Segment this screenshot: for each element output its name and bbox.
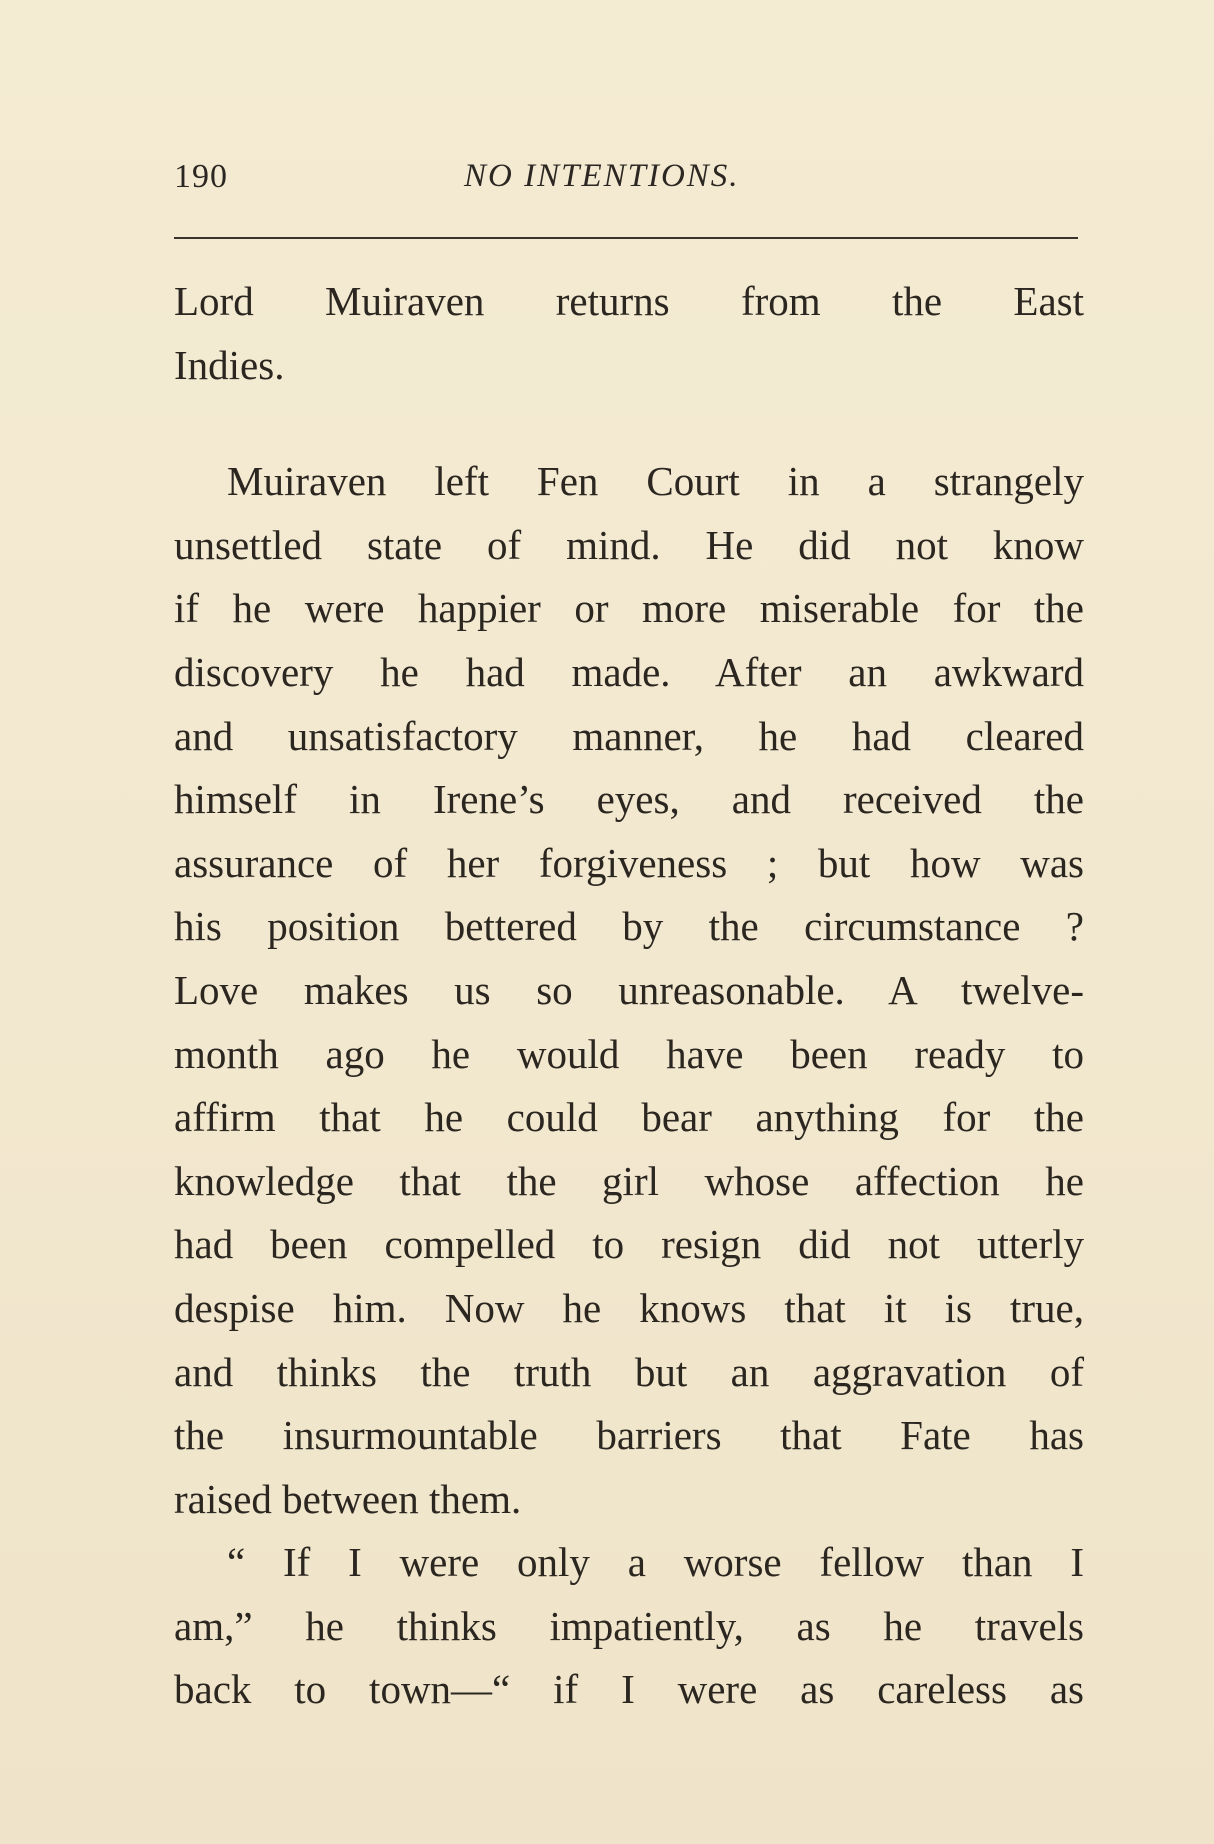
text-line: knowledge that the girl whose affection he [174,1157,1084,1204]
text-line: month ago he would have been ready to [174,1030,1084,1077]
running-title: NO INTENTIONS. [464,158,740,194]
text-line: had been compelled to resign did not utterly [174,1221,1084,1268]
text-line: raised between them. [174,1475,522,1522]
text-line: himself in Irene’s eyes, and received the [174,776,1084,823]
body-text [174,270,1084,1722]
text-line: and unsatisfactory manner, he had cleared [174,712,1084,759]
header-rule [174,237,1078,239]
page-header [174,158,1078,202]
text-line: Love makes us so unreasonable. A twelve- [174,966,1084,1013]
text-line: the insurmountable barriers that Fate has [174,1412,1084,1459]
text-line: Lord Muiraven returns from the East [174,278,1084,324]
text-line: back to town—“ if I were as careless as [174,1666,1084,1713]
page-number: 190 [174,158,228,195]
text-line: am,” he thinks impatiently, as he travels [174,1602,1084,1649]
text-line: Indies. [174,341,285,388]
text-line: his position bettered by the circumstance ? [174,903,1084,950]
text-line: “ If I were only a worse fellow than I [227,1539,1084,1586]
text-line: discovery he had made. After an awkward [174,648,1084,695]
text-line: despise him. Now he knows that it is true, [174,1284,1084,1331]
text-line: assurance of her forgiveness ; but how was [174,839,1084,886]
text-line: if he were happier or more miserable for the [174,585,1084,632]
text-line: unsettled state of mind. He did not know [174,521,1084,568]
text-line: Muiraven left Fen Court in a strangely [227,458,1084,505]
text-line: affirm that he could bear anything for the [174,1094,1084,1141]
text-line: and thinks the truth but an aggravation of [174,1348,1084,1395]
section-gap [174,397,1084,450]
